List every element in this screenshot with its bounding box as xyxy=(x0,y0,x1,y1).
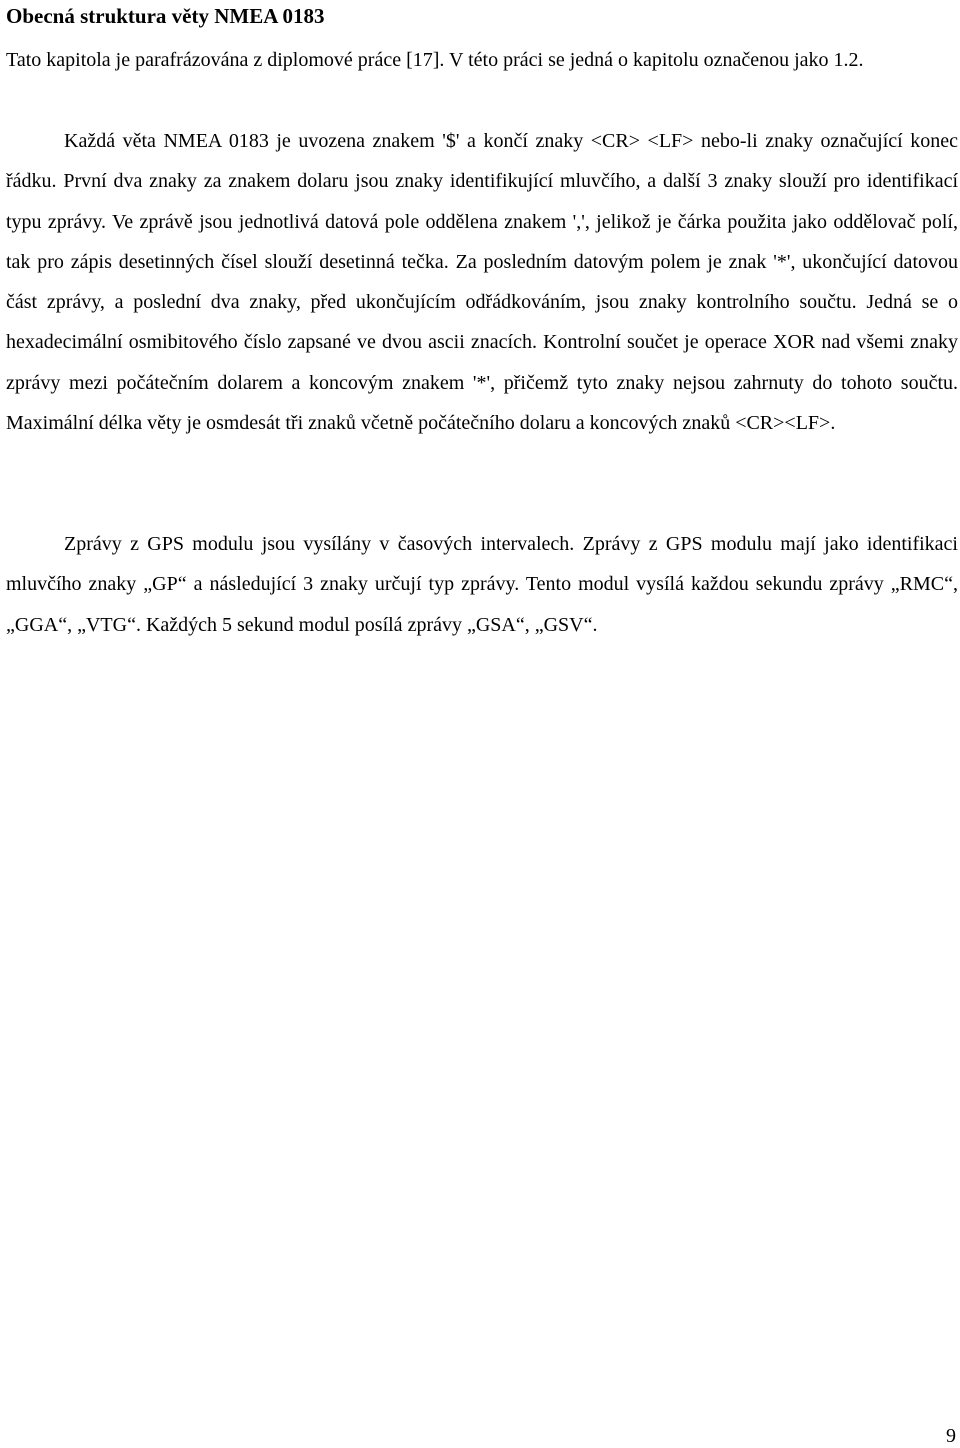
section-heading: Obecná struktura věty NMEA 0183 xyxy=(6,4,325,28)
paragraph-gps-messages: Zprávy z GPS modulu jsou vysílány v časových intervalech. Zprávy z GPS modulu mají jako identifikaci mluvčího znaky „GP“ a následující 3 znaky určují typ zprávy. Tento modul vysílá každou sekundu zprávy „RMC“, „GGA“, „VTG“. Každých 5 sekund modul posílá zprávy „GSA“, „GSV“. xyxy=(6,533,958,636)
paragraph-intro: Tato kapitola je parafrázována z diplomové práce [17]. V této práci se jedná o kapitolu označenou jako 1.2. xyxy=(6,49,864,71)
paragraph-structure: Každá věta NMEA 0183 je uvozena znakem '$' a končí znaky <CR> <LF> nebo-li znaky označující konec řádku. První dva znaky za znakem dolaru jsou znaky identifikující mluvčího, a další 3 znaky slouží pro identifikací typu zprávy. Ve zprávě jsou jednotlivá datová pole oddělena znakem ',', jelikož je čárka použita jako oddělovač polí, tak pro zápis desetinných čísel slouží desetinná tečka. Za posledním datovým polem je znak '*', ukončující datovou část zprávy, a poslední dva znaky, před ukončujícím odřádkováním, jsou znaky kontrolního součtu. Jedná se o hexadecimální osmibitového číslo zapsané ve dvou ascii znacích. Kontrolní součet je operace XOR nad všemi znaky zprávy mezi počátečním dolarem a koncovým znakem '*', přičemž tyto znaky nejsou zahrnuty do tohoto součtu. Maximální délka věty je osmdesát tři znaků včetně počátečního dolaru a koncových znaků <CR><LF>. xyxy=(6,130,958,435)
page-number: 9 xyxy=(946,1425,956,1447)
